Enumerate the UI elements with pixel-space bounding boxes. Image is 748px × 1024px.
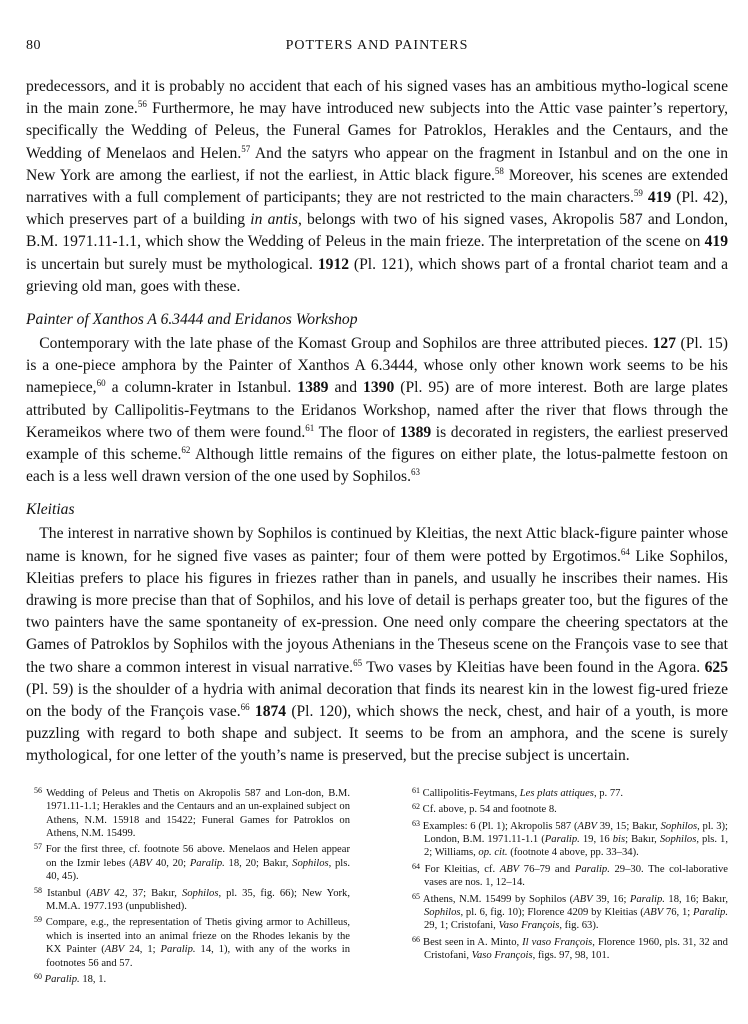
page — [26, 38, 728, 986]
footnote-number: 65 — [412, 891, 420, 901]
paragraph: predecessors, and it is probably no accident that each of his signed vases has an ambitious mytho-logical scene in the main zone.$^{56}$ Furthermore, he may have introduced new subjects into the Attic vase painter’s repertory, specifically the Wedding of Peleus, the Funeral Games for Patroklos, Herakles and the Centaurs, and the Wedding of Menelaos and Helen.$^{57}$ And the satyrs who appear on the fragment in Istanbul and on the one in New York are among the earliest, if not the earliest, in Attic black figure.$^{58}$ Moreover, his scenes are extended narratives with a full complement of participants; they are not restricted to the main characters.$^{59}$ 419 (Pl. 42), which preserves part of a building in antis, belongs with two of his signed vases, Akropolis 587 and London, B.M. 1971.11-1.1, which show the Wedding of Peleus in the main frieze. The interpretation of the scene on 419 is uncertain but surely must be mythological. 1912 (Pl. 121), which shows part of a frontal chariot team and a grieving old man, goes with these. — [26, 78, 729, 295]
footnote-number: 63 — [412, 818, 420, 828]
footnote: $^{56}$ Wedding of Peleus and Thetis on Akropolis 587 and Lon-don, B.M. 1971.11-1.1; Herakles and the Centaurs and an un-explained subject on Athens, N.M. 15918 and 15422; Funeral Games for Patroklos on Athens, N.M. 15499. — [34, 785, 350, 839]
footnote-ref: 59 — [633, 188, 643, 199]
page-number: 80 — [26, 38, 41, 53]
footnote: $^{61}$ Callipolitis-Feytmans, Les plats attiques, p. 77. — [412, 785, 624, 799]
section-heading: Kleitias — [26, 501, 75, 519]
footnote-number: 61 — [412, 785, 420, 795]
page-header — [26, 38, 728, 60]
footnote-ref: 61 — [305, 422, 315, 433]
footnote: $^{57}$ For the first three, cf. footnote 56 above. Menelaos and Helen appear on the Izmir lebes (ABV 40, 20; Paralip. 18, 20; Bakır, Sophilos, pls. 40, 45). — [34, 842, 350, 883]
footnotes — [26, 784, 728, 987]
footnote-number: 62 — [412, 802, 420, 812]
main-text — [26, 76, 728, 768]
footnote: $^{63}$ Examples: 6 (Pl. 1); Akropolis 587 (ABV 39, 15; Bakır, Sophilos, pl. 3); London, B.M. 1971.11-1.1 (Paralip. 19, 16 bis; Bakır, Sophilos, pls. 1, 2; Williams, op. cit. (footnote 4 above, pp. 33–34). — [412, 818, 729, 859]
footnote-number: 59 — [34, 915, 42, 925]
footnote-ref: 66 — [240, 702, 250, 713]
footnote: $^{65}$ Athens, N.M. 15499 by Sophilos (ABV 39, 16; Paralip. 18, 16; Bakır, Sophilos, pl. 6, fig. 10); Florence 4209 by Kleitias (ABV 76, 1; Paralip. 29, 1; Cristofani, Vaso François, fig. 63). — [412, 891, 729, 932]
footnote-number: 66 — [412, 934, 420, 944]
paragraph: The interest in narrative shown by Sophilos is continued by Kleitias, the next Attic black-figure painter whose name is known, for he signed five vases as painter; four of them were potted by Ergotimos.$^{64}$ Like Sophilos, Kleitias prefers to place his figures in friezes rather than in panels, and usually he inscribes their names. His drawing is more precise than that of Sophilos, and his love of detail is perhaps greater too, but the figures of the two painters have the same spontaneity of ex-pression. One need only compare the cheering spectators at the Games of Patroklos by Sophilos with the joyous Athenians in the Theseus scene on the François vase to see that the two share a common interest in visual narrative.$^{65}$ Two vases by Kleitias have been found in the Agora. 625 (Pl. 59) is the shoulder of a hydria with animal decoration that finds its nearest kin in the lowest fig-ured frieze on the body of the François vase.$^{66}$ 1874 (Pl. 120), which shows the neck, chest, and hair of a youth, is more puzzling with regard to both shape and subject. It seems to be from an amphora, and the scene is surely mythological, for one letter of the youth’s name is preserved, but the precise subject is uncertain. — [26, 525, 728, 765]
footnote: $^{62}$ Cf. above, p. 54 and footnote 8. — [412, 802, 557, 816]
footnote-ref: 58 — [494, 165, 504, 176]
running-title: POTTERS AND PAINTERS — [285, 38, 469, 53]
footnotes-left-column — [26, 784, 350, 987]
paragraph: Contemporary with the late phase of the Komast Group and Sophilos are three attributed pieces. 127 (Pl. 15) is a one-piece amphora by the Painter of Xanthos A 6.3444, whose only other known work seems to be his namepiece,$^{60}$ a column-krater in Istanbul. 1389 and 1390 (Pl. 95) are of more interest. Both are large plates attributed by Callipolitis-Feytmans to the Eridanos Workshop, named after the river that flows through the Kerameikos where two of them were found.$^{61}$ The floor of 1389 is decorated in registers, the earliest preserved example of this scheme.$^{62}$ Although little remains of the figures on either plate, the lotus-palmette festoon on each is a less well drawn version of the one used by Sophilos.$^{63}$ — [26, 335, 729, 486]
footnotes-right-column — [404, 784, 728, 987]
footnote: $^{60}$ Paralip. 18, 1. — [34, 971, 107, 985]
footnote-number: 58 — [34, 885, 42, 895]
footnote-ref: 60 — [96, 378, 106, 389]
footnote-ref: 56 — [137, 99, 147, 110]
footnote-number: 64 — [412, 861, 420, 871]
footnote: $^{66}$ Best seen in A. Minto, Il vaso François, Florence 1960, pls. 31, 32 and Cristofani, Vaso François, figs. 97, 98, 101. — [412, 934, 728, 962]
footnote-ref: 63 — [411, 467, 421, 478]
footnote-ref: 62 — [181, 445, 191, 456]
footnote: $^{64}$ For Kleitias, cf. ABV 76–79 and Paralip. 29–30. The col-laborative vases are nos. 1, 12–14. — [412, 861, 729, 889]
footnote-number: 60 — [34, 971, 42, 981]
footnote-ref: 65 — [353, 657, 363, 668]
section-heading: Painter of Xanthos A 6.3444 and Eridanos Workshop — [26, 311, 358, 329]
footnote-ref: 57 — [241, 143, 251, 154]
footnote-number: 56 — [34, 785, 42, 795]
footnote-number: 57 — [34, 842, 42, 852]
footnote: $^{59}$ Compare, e.g., the representation of Thetis giving armor to Achilleus, which is inserted into an animal frieze on the Rhodes lekanis by the KX Painter (ABV 24, 1; Paralip. 14, 1), with any of the works in footnotes 56 and 57. — [34, 915, 351, 969]
footnote: $^{58}$ Istanbul (ABV 42, 37; Bakır, Sophilos, pl. 35, fig. 66); New York, M.M.A. 1977.193 (unpublished). — [34, 885, 350, 912]
footnote-ref: 64 — [620, 546, 630, 557]
